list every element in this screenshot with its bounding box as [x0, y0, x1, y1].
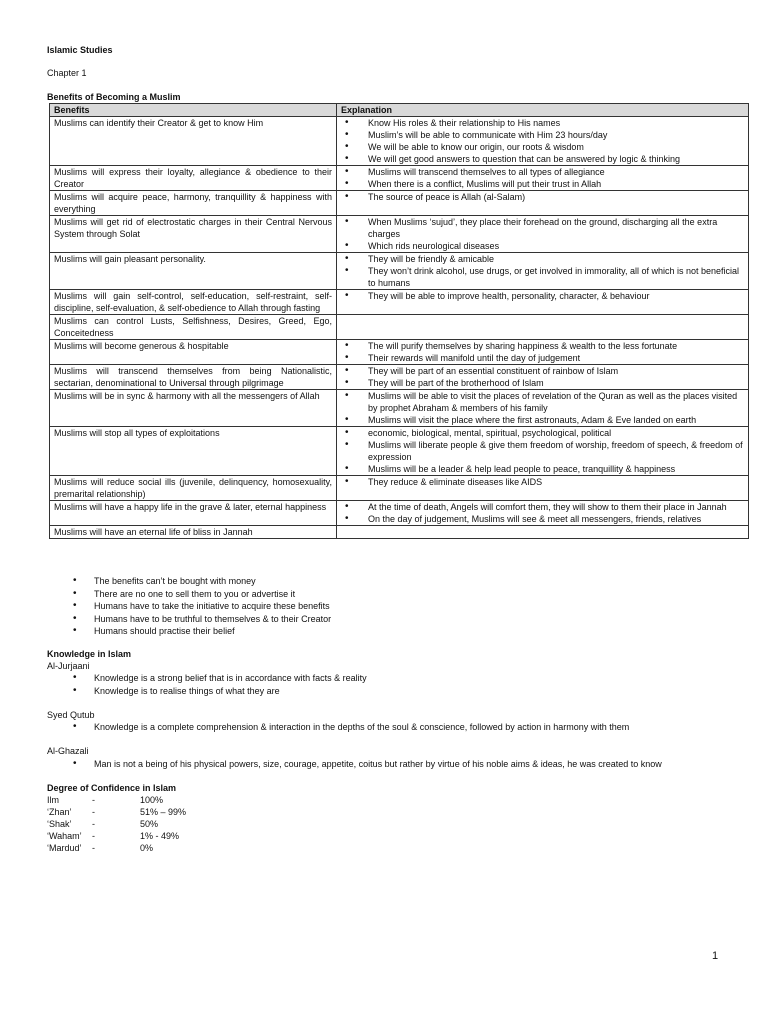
list-item: • On the day of judgement, Muslims will see & meet all messengers, friends, relatives: [341, 513, 744, 525]
benefit-cell: Muslims can identify their Creator & get to know Him: [50, 117, 337, 166]
list-item: • Their rewards will manifold until the day of judgement: [341, 352, 744, 364]
knowledge-heading: Knowledge in Islam: [47, 649, 132, 659]
scholar-name: Syed Qutub: [47, 710, 95, 720]
explanation-list: [341, 117, 744, 165]
table-row: [50, 117, 749, 166]
table-row: [50, 253, 749, 290]
column-header-benefits: Benefits: [50, 104, 337, 117]
list-item: • Knowledge is a complete comprehension & interaction in the depths of the soul & conscience, followed by action in harmony with them: [47, 721, 747, 734]
benefit-cell: Muslims will gain self-control, self-education, self-restraint, self-discipline, self-evaluation, & self-obedience to Allah through fasting: [50, 290, 337, 315]
benefits-table: [49, 103, 749, 539]
confidence-sep: -: [92, 795, 95, 805]
list-item: • They will be part of an essential constituent of rainbow of Islam: [341, 365, 744, 377]
table-row: [50, 501, 749, 526]
table-row: [50, 290, 749, 315]
explanation-cell: [337, 191, 749, 216]
explanation-cell: [337, 315, 749, 340]
benefit-cell: Muslims will express their loyalty, allegiance & obedience to their Creator: [50, 166, 337, 191]
confidence-heading: Degree of Confidence in Islam: [47, 783, 177, 793]
list-item: • economic, biological, mental, spiritual, psychological, political: [341, 427, 744, 439]
list-item: • Know His roles & their relationship to His names: [341, 117, 744, 129]
list-item: • They will be part of the brotherhood of Islam: [341, 377, 744, 389]
scholar-points: [47, 721, 747, 734]
list-item: • When Muslims ‘sujud’, they place their forehead on the ground, discharging all the extra charges: [341, 216, 744, 240]
list-item: • Knowledge is to realise things of what they are: [47, 685, 747, 698]
list-item: • The source of peace is Allah (al-Salam): [341, 191, 744, 203]
benefit-cell: Muslims will become generous & hospitable: [50, 340, 337, 365]
explanation-cell: [337, 166, 749, 191]
list-item: • Humans should practise their belief: [47, 625, 747, 638]
table-row: [50, 166, 749, 191]
explanation-cell: [337, 476, 749, 501]
benefit-cell: Muslims will have a happy life in the grave & later, eternal happiness: [50, 501, 337, 526]
benefit-cell: Muslims will reduce social ills (juvenile, delinquency, homosexuality, premarital relationship): [50, 476, 337, 501]
confidence-sep: -: [92, 819, 95, 829]
benefit-cell: Muslims will acquire peace, harmony, tranquillity & happiness with everything: [50, 191, 337, 216]
confidence-range: 0%: [140, 843, 154, 853]
explanation-list: [341, 191, 744, 203]
list-item: • Muslims will visit the place where the first astronauts, Adam & Eve landed on earth: [341, 414, 744, 426]
notes-list: [47, 575, 747, 638]
chapter-label: Chapter 1: [47, 68, 87, 78]
explanation-list: [341, 216, 744, 252]
table-header-row: [50, 104, 749, 117]
explanation-list: [341, 427, 744, 475]
explanation-list: [341, 365, 744, 389]
table-row: [50, 390, 749, 427]
benefit-cell: Muslims will stop all types of exploitations: [50, 427, 337, 476]
list-item: • They won’t drink alcohol, use drugs, or get involved in immorality, all of which is not beneficial to humans: [341, 265, 744, 289]
benefit-cell: Muslims will be in sync & harmony with all the messengers of Allah: [50, 390, 337, 427]
list-item: • Knowledge is a strong belief that is in accordance with facts & reality: [47, 672, 747, 685]
explanation-list: [341, 390, 744, 426]
course-title: Islamic Studies: [47, 45, 113, 55]
scholar-points: [47, 758, 747, 771]
explanation-cell: [337, 390, 749, 427]
explanation-cell: [337, 365, 749, 390]
list-item: • Humans have to take the initiative to acquire these benefits: [47, 600, 747, 613]
explanation-list: [341, 476, 744, 488]
list-item: • Which rids neurological diseases: [341, 240, 744, 252]
table-row: [50, 526, 749, 539]
confidence-range: 1% - 49%: [140, 831, 180, 841]
confidence-range: 51% – 99%: [140, 807, 187, 817]
confidence-term: Ilm: [47, 795, 59, 805]
list-item: • They will be able to improve health, personality, character, & behaviour: [341, 290, 744, 302]
explanation-list: [341, 166, 744, 190]
benefit-cell: Muslims will transcend themselves from being Nationalistic, sectarian, denominational to Universal through pilgrimage: [50, 365, 337, 390]
explanation-list: [341, 340, 744, 364]
list-item: • Muslim’s will be able to communicate with Him 23 hours/day: [341, 129, 744, 141]
table-row: [50, 365, 749, 390]
benefit-cell: Muslims will have an eternal life of bliss in Jannah: [50, 526, 337, 539]
confidence-sep: -: [92, 843, 95, 853]
list-item: • Muslims will liberate people & give them freedom of worship, freedom of speech, & freedom of expression: [341, 439, 744, 463]
confidence-sep: -: [92, 807, 95, 817]
table-row: [50, 476, 749, 501]
column-header-explanation: Explanation: [337, 104, 749, 117]
list-item: • We will get good answers to question that can be answered by logic & thinking: [341, 153, 744, 165]
benefit-cell: Muslims will get rid of electrostatic charges in their Central Nervous System through Solat: [50, 216, 337, 253]
explanation-cell: [337, 253, 749, 290]
list-item: • They reduce & eliminate diseases like AIDS: [341, 476, 744, 488]
confidence-range: 50%: [140, 819, 159, 829]
confidence-term: ‘Shak’: [47, 819, 72, 829]
list-item: • Humans have to be truthful to themselves & to their Creator: [47, 613, 747, 626]
explanation-cell: [337, 526, 749, 539]
explanation-cell: [337, 216, 749, 253]
list-item: • Man is not a being of his physical powers, size, courage, appetite, coitus but rather by virtue of his noble aims & ideas, he was created to know: [47, 758, 747, 771]
confidence-term: ‘Mardud’: [47, 843, 82, 853]
explanation-cell: [337, 290, 749, 315]
confidence-sep: -: [92, 831, 95, 841]
benefit-cell: Muslims can control Lusts, Selfishness, Desires, Greed, Ego, Conceitedness: [50, 315, 337, 340]
scholar-name: Al-Jurjaani: [47, 661, 90, 671]
scholar-name: Al-Ghazali: [47, 746, 89, 756]
list-item: • There are no one to sell them to you or advertise it: [47, 588, 747, 601]
explanation-cell: [337, 501, 749, 526]
table-row: [50, 340, 749, 365]
explanation-list: [341, 253, 744, 289]
list-item: • The benefits can’t be bought with money: [47, 575, 747, 588]
table-row: [50, 315, 749, 340]
explanation-list: [341, 290, 744, 302]
list-item: • They will be friendly & amicable: [341, 253, 744, 265]
list-item: • At the time of death, Angels will comfort them, they will show to them their place in Jannah: [341, 501, 744, 513]
list-item: • Muslims will transcend themselves to all types of allegiance: [341, 166, 744, 178]
list-item: • When there is a conflict, Muslims will put their trust in Allah: [341, 178, 744, 190]
confidence-term: ‘Waham’: [47, 831, 82, 841]
scholar-points: [47, 672, 747, 697]
page-number: 1: [712, 950, 719, 962]
confidence-term: ‘Zhan’: [47, 807, 72, 817]
confidence-range: 100%: [140, 795, 164, 805]
list-item: • We will be able to know our origin, our roots & wisdom: [341, 141, 744, 153]
list-item: • Muslims will be a leader & help lead people to peace, tranquillity & happiness: [341, 463, 744, 475]
explanation-cell: [337, 340, 749, 365]
table-row: [50, 427, 749, 476]
explanation-cell: [337, 427, 749, 476]
table-title: Benefits of Becoming a Muslim: [47, 92, 181, 102]
list-item: • The will purify themselves by sharing happiness & wealth to the less fortunate: [341, 340, 744, 352]
table-row: [50, 216, 749, 253]
explanation-list: [341, 501, 744, 525]
list-item: • Muslims will be able to visit the places of revelation of the Quran as well as the places visited by prophet Abraham & members of his family: [341, 390, 744, 414]
table-row: [50, 191, 749, 216]
benefit-cell: Muslims will gain pleasant personality.: [50, 253, 337, 290]
explanation-cell: [337, 117, 749, 166]
